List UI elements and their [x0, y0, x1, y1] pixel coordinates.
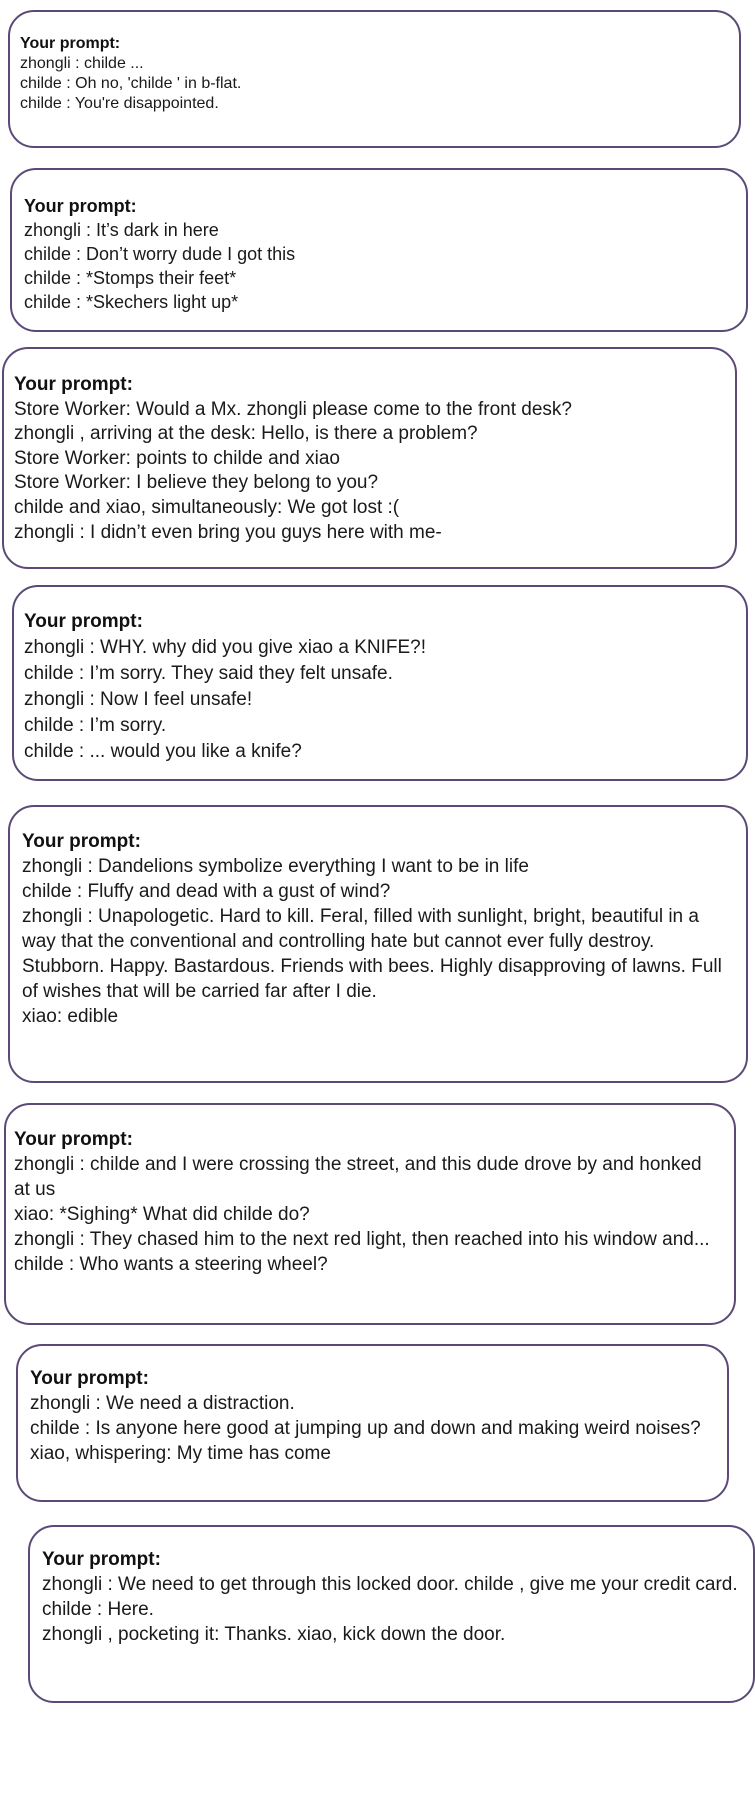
dialogue-line: zhongli : We need to get through this locked door. childe , give me your credit card. — [42, 1574, 738, 1595]
dialogue-line: childe : Oh no, 'childe ' in b-flat. — [20, 75, 242, 92]
dialogue-line: zhongli : Now I feel unsafe! — [24, 689, 253, 710]
dialogue-line: childe : ... would you like a knife? — [24, 741, 302, 762]
prompt-title: Your prompt: — [42, 1549, 161, 1570]
prompt-title: Your prompt: — [20, 35, 121, 52]
dialogue-line: childe : Is anyone here good at jumping up and down and making weird noises? — [30, 1418, 701, 1439]
dialogue-line: zhongli : childe and I were crossing the street, and this dude drove by and honked at us — [14, 1154, 702, 1200]
dialogue-line: childe : Fluffy and dead with a gust of wind? — [22, 881, 391, 902]
dialogue-line: xiao: *Sighing* What did childe do? — [14, 1204, 310, 1225]
prompt-title: Your prompt: — [14, 374, 133, 395]
dialogue-line: zhongli : It’s dark in here — [24, 220, 219, 240]
dialogue-line: Store Worker: I believe they belong to you? — [14, 472, 379, 494]
prompt-card-2 — [10, 168, 748, 332]
prompt-title: Your prompt: — [24, 611, 143, 632]
dialogue-line: childe : Here. — [42, 1599, 154, 1620]
dialogue-line: childe : You're disappointed. — [20, 95, 219, 112]
dialogue-line: xiao: edible — [22, 1006, 119, 1027]
dialogue-line: childe and xiao, simultaneously: We got lost :( — [14, 496, 400, 518]
dialogue-line: childe : Don’t worry dude I got this — [24, 244, 296, 264]
dialogue-line: childe : Who wants a steering wheel? — [14, 1254, 328, 1275]
dialogue-line: childe : I’m sorry. — [24, 715, 167, 736]
dialogue-line: zhongli : childe ... — [20, 55, 144, 72]
prompt-card-6 — [4, 1103, 736, 1325]
prompt-card-7 — [16, 1344, 729, 1502]
prompt-card-8 — [28, 1525, 755, 1703]
prompt-title: Your prompt: — [22, 831, 141, 852]
dialogue-line: zhongli , arriving at the desk: Hello, is there a problem? — [14, 423, 478, 445]
prompt-card-4 — [12, 585, 748, 781]
dialogue-line: zhongli , pocketing it: Thanks. xiao, kick down the door. — [42, 1624, 506, 1645]
dialogue-line: xiao, whispering: My time has come — [30, 1443, 331, 1464]
prompt-title: Your prompt: — [24, 196, 137, 216]
prompt-title: Your prompt: — [30, 1368, 149, 1389]
dialogue-line: zhongli : I didn’t even bring you guys here with me- — [14, 521, 442, 543]
dialogue-line: zhongli : We need a distraction. — [30, 1393, 295, 1414]
dialogue-line: childe : *Stomps their feet* — [24, 268, 237, 288]
dialogue-line: zhongli : Unapologetic. Hard to kill. Feral, filled with sunlight, bright, beautiful in a way that the conventional and controlling hate but cannot ever fully destroy. Stubborn. Happy. Bastardous. Friends with bees. Highly disapproving of lawns. Full of wishes that will be carried far after I die. — [22, 906, 722, 1002]
dialogue-line: zhongli : Dandelions symbolize everything I want to be in life — [22, 856, 529, 877]
dialogue-line: Store Worker: Would a Mx. zhongli please come to the front desk? — [14, 398, 572, 420]
dialogue-line: childe : *Skechers light up* — [24, 292, 239, 312]
prompt-card-5 — [8, 805, 748, 1083]
prompt-card-3 — [2, 347, 737, 569]
dialogue-line: zhongli : WHY. why did you give xiao a KNIFE?! — [24, 637, 427, 658]
dialogue-line: Store Worker: points to childe and xiao — [14, 447, 340, 469]
prompt-card-1 — [8, 10, 741, 148]
dialogue-line: childe : I’m sorry. They said they felt unsafe. — [24, 663, 393, 684]
dialogue-line: zhongli : They chased him to the next red light, then reached into his window and... — [14, 1229, 710, 1250]
prompt-title: Your prompt: — [14, 1129, 133, 1150]
